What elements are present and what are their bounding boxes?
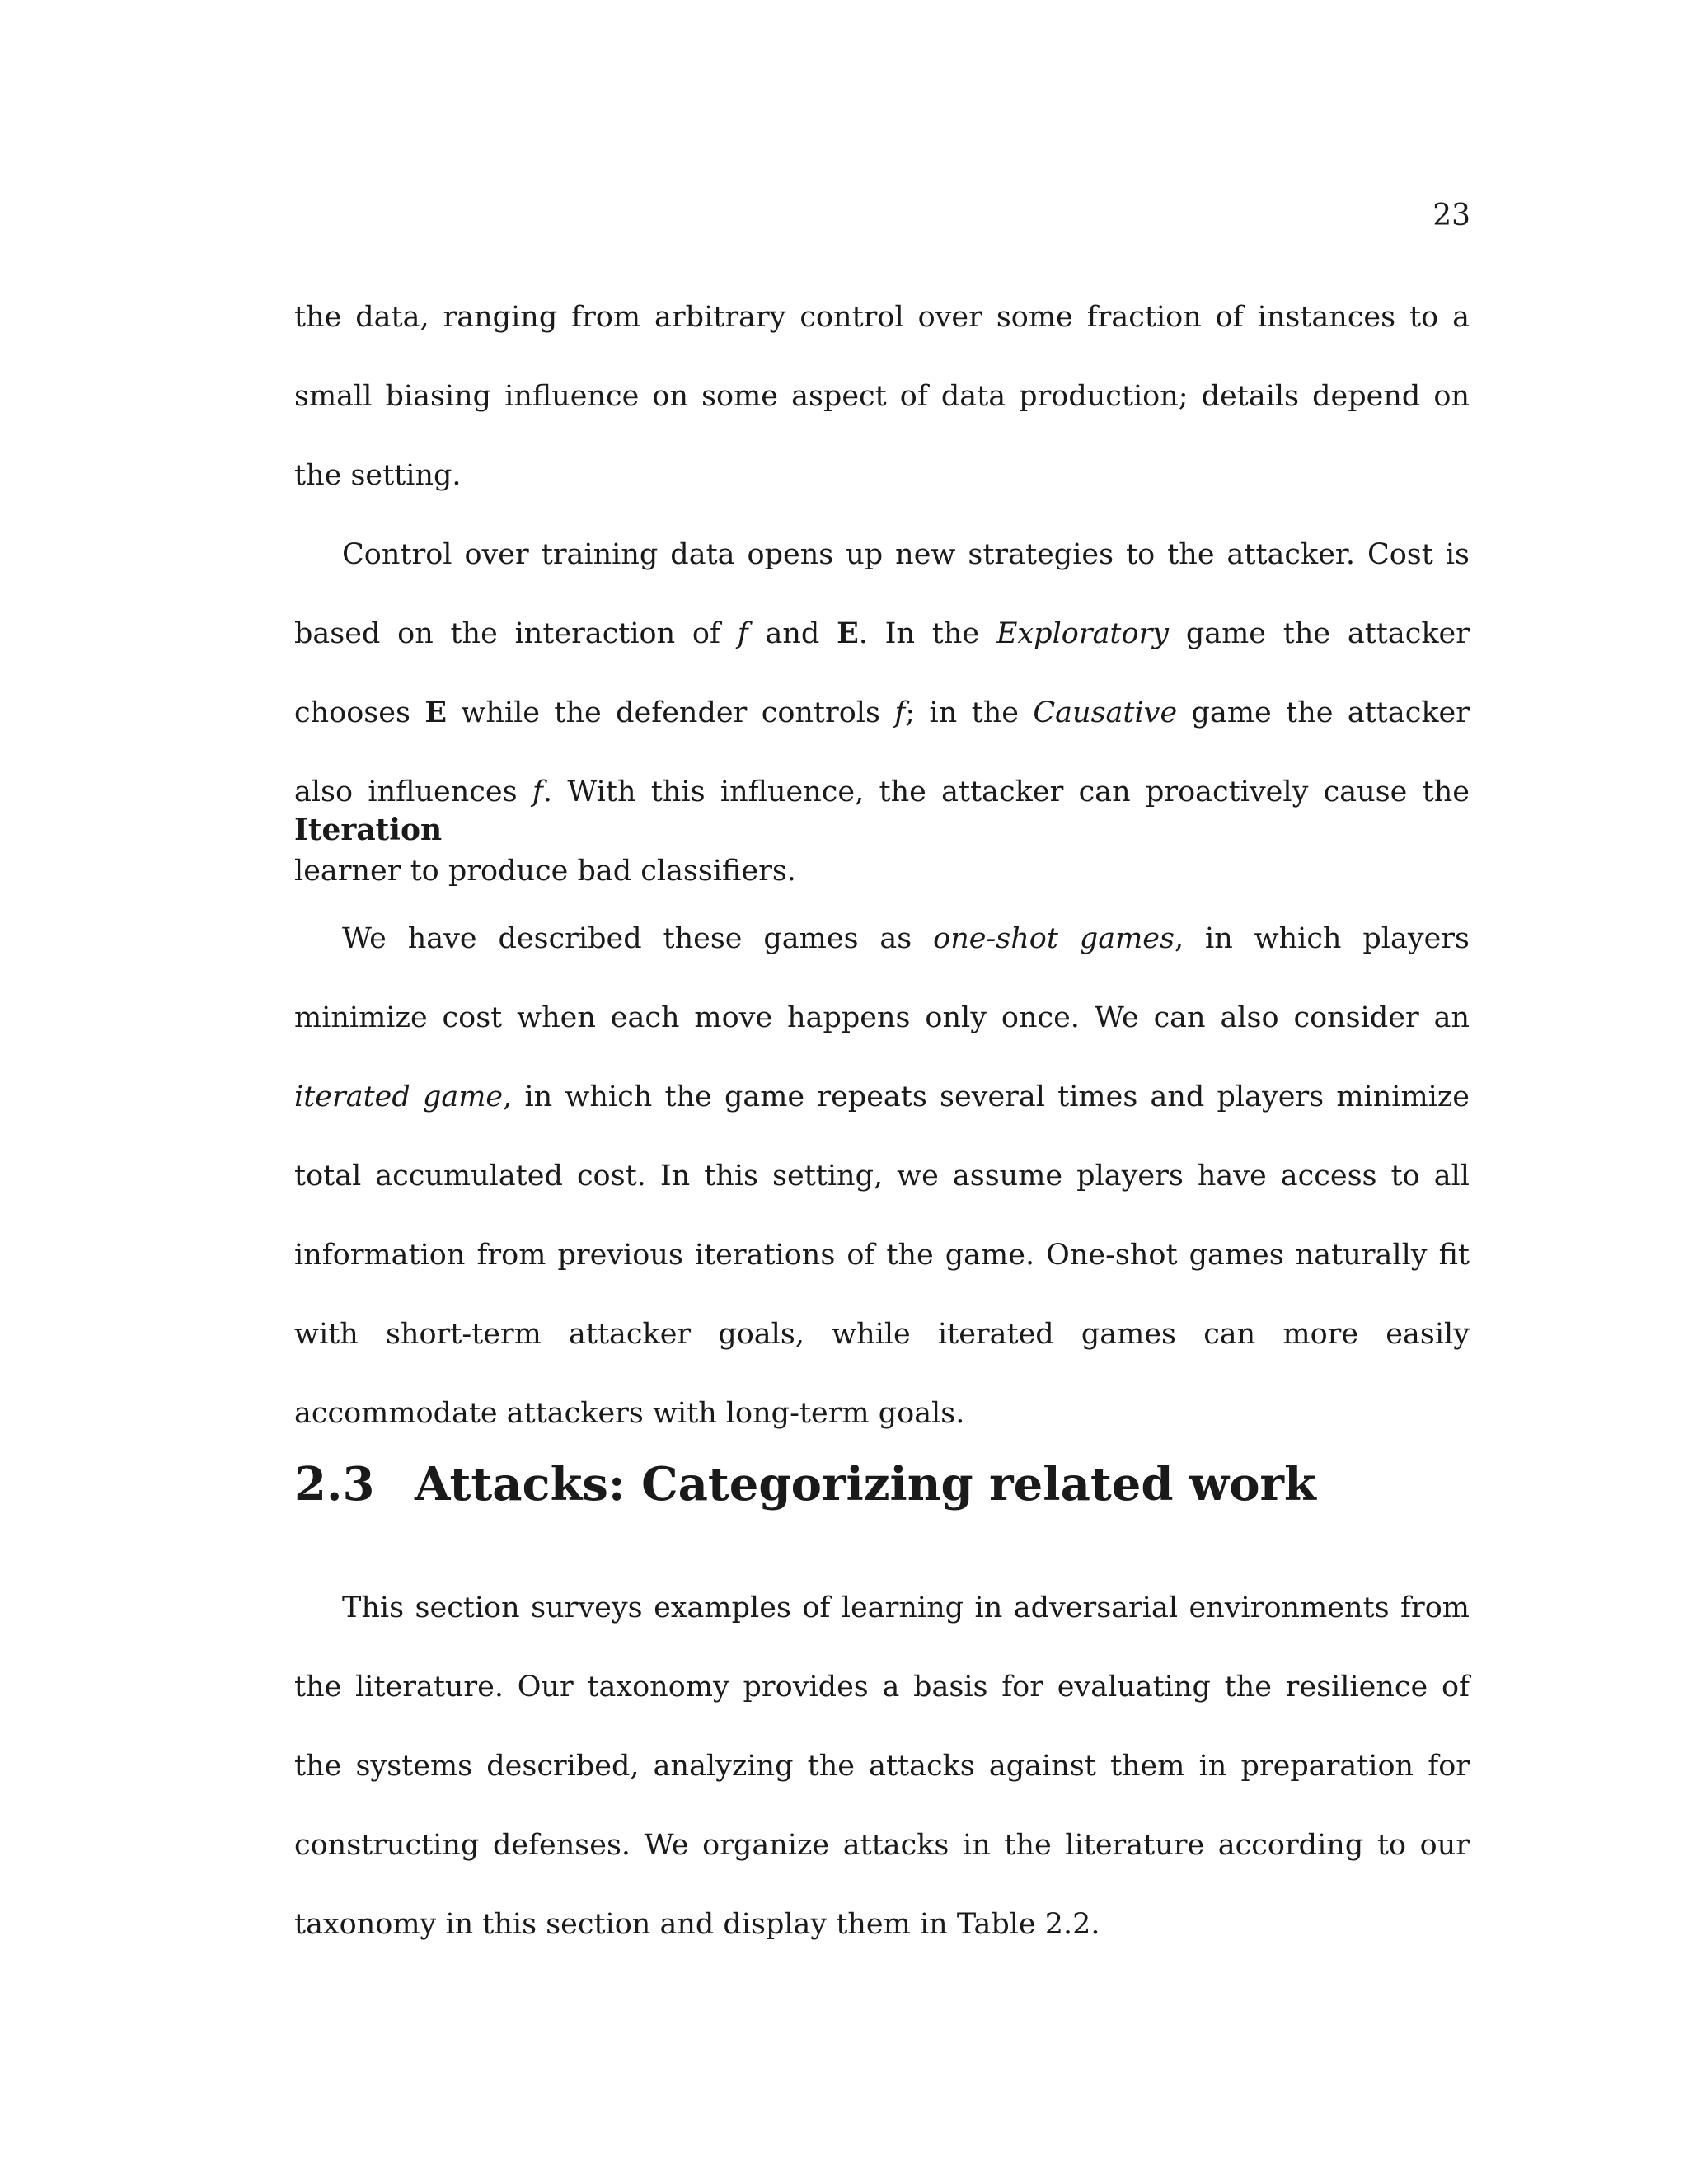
one-shot-term: one-shot games — [933, 922, 1175, 955]
control-text-3: . In the — [858, 617, 996, 650]
section-number: 2.3 — [294, 1457, 375, 1511]
iteration-text — [294, 899, 1470, 1453]
math-f: f — [894, 696, 906, 729]
section-heading — [294, 1455, 1316, 1514]
section-paragraph: This section surveys examples of learning in adversarial environments from the literature. Our taxonomy provides a basis for evaluating the resilience of the systems described, analyzing the attacks against them in preparation for constructing defenses. We organize attacks in the literature according to our taxonomy in this section and display them in Table 2.2. — [294, 1591, 1470, 1941]
control-text-2: and — [748, 617, 837, 650]
math-f: f — [737, 617, 748, 650]
control-text-8: . With this influence, the attacker can proactively cause the learner to produce bad classifiers. — [294, 776, 1470, 888]
control-text-4: game the attacker chooses — [294, 617, 1470, 729]
iteration-text-2: , in which players minimize cost when each move happens only once. We can also consider an — [294, 922, 1470, 1034]
section-text — [294, 1568, 1470, 1964]
continued-paragraph — [294, 278, 1470, 515]
exploratory-term: Exploratory — [996, 617, 1170, 650]
control-text-1: Control over training data opens up new strategies to the attacker. Cost is based on the interaction of — [294, 538, 1470, 650]
control-text-6: ; in the — [905, 696, 1034, 729]
iteration-text-3: , in which the game repeats several times and players minimize total accumulated cost. In this setting, we assume players have access to all information from previous iterations of the game. One-shot games naturally fit with short-term attacker goals, while iterated games can more easily accommodate attackers with long-term goals. — [294, 1080, 1470, 1430]
control-paragraph — [294, 515, 1470, 911]
math-bold-e: E — [837, 616, 859, 650]
iteration-paragraph — [294, 899, 1470, 1453]
iteration-text-1: We have described these games as — [342, 922, 934, 955]
opening-text — [294, 278, 1470, 911]
causative-term: Causative — [1033, 696, 1178, 729]
math-f: f — [532, 776, 543, 808]
section-title: Attacks: Categorizing related work — [415, 1457, 1316, 1511]
iterated-term: iterated game — [294, 1080, 504, 1113]
control-text-5: while the defender controls — [447, 696, 895, 729]
continued-paragraph-text: the data, ranging from arbitrary control over some fraction of instances to a small biasing influence on some aspect of data production; details depend on the setting. — [294, 301, 1470, 492]
page-number: 23 — [1432, 199, 1470, 232]
iteration-heading: Iteration — [294, 813, 443, 847]
control-text-7: game the attacker also influences — [294, 696, 1470, 808]
math-bold-e: E — [424, 696, 448, 729]
